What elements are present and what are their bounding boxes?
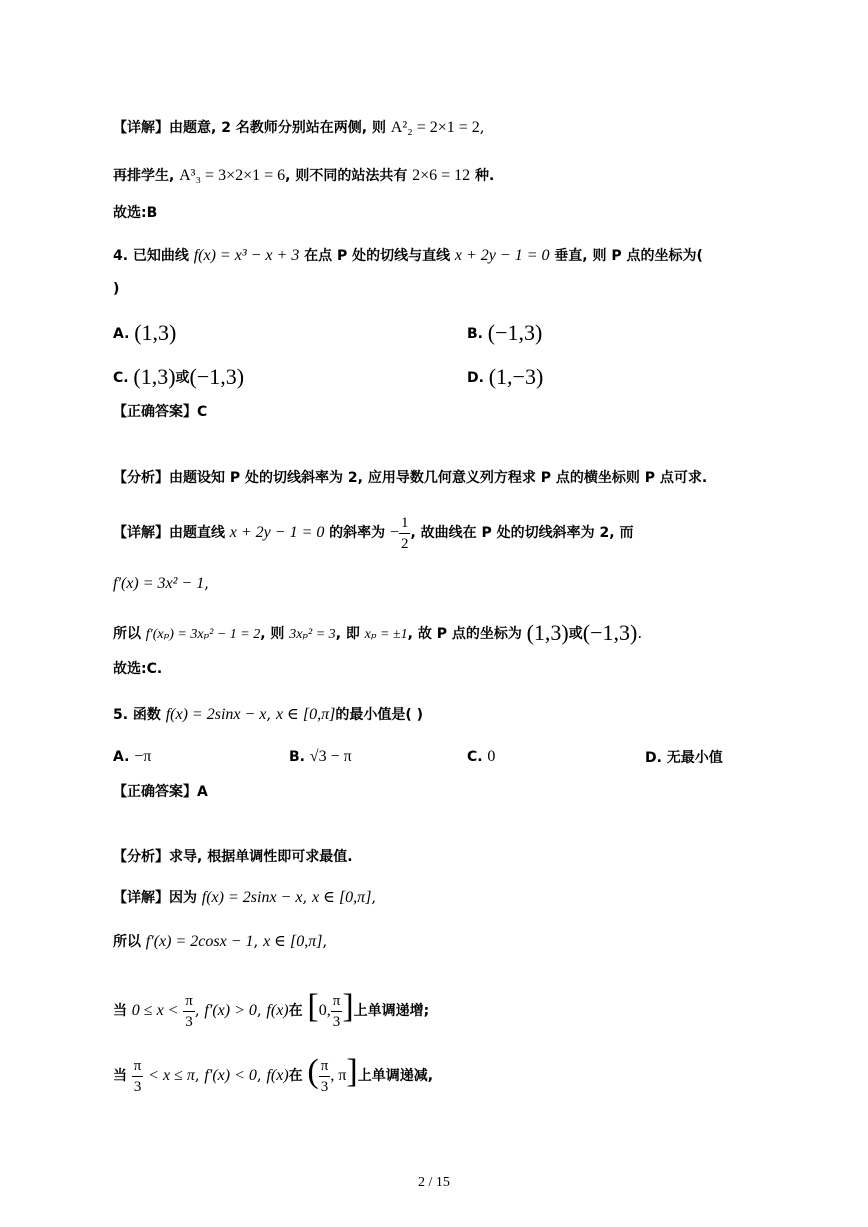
- q3-answer: 故选:B: [113, 205, 158, 221]
- fraction: $\frac{\pi}{3}$: [133, 1057, 142, 1095]
- formula: xₚ = ±1: [364, 627, 408, 642]
- formula: x ∈ [0,π]: [312, 889, 372, 906]
- formula: A²₂ = 2×1 = 2: [390, 119, 480, 136]
- formula: A³₃ = 3×2×1 = 6: [179, 167, 286, 184]
- q4-analysis: 【分析】由题设知 P 处的切线斜率为 2, 应用导数几何意义列方程求 P 点的横坐标则 P 点可求.: [113, 470, 708, 486]
- q5-detail-line1: 【详解】因为 f(x) = 2sinx − x, x ∈ [0,π],: [113, 888, 377, 906]
- fraction: $\frac{1}{2}$: [400, 514, 409, 552]
- fraction: $\frac{\pi}{3}$: [185, 992, 193, 1030]
- q4-option-d: D. (1,−3): [467, 364, 544, 389]
- fraction: $\frac{\pi}{3}$: [320, 1057, 329, 1095]
- formula: f(x) = 2sinx − x: [165, 706, 267, 723]
- q5-stem: 5. 函数 f(x) = 2sinx − x, x ∈ [0,π]的最小值是( ): [113, 705, 424, 723]
- formula: 3xₚ² = 3: [289, 627, 336, 642]
- formula: f′(x) > 0: [204, 1002, 257, 1019]
- formula: f′(x) = 2cosx − 1: [145, 933, 254, 950]
- formula: x + 2y − 1 = 0: [454, 247, 550, 264]
- q4-correct-answer: 【正确答案】C: [113, 404, 208, 420]
- q3-detail-line2: 再排学生, A³₃ = 3×2×1 = 6, 则不同的站法共有 2×6 = 12 种.: [113, 167, 495, 184]
- q4-option-b: B. (−1,3): [467, 320, 543, 345]
- q5-case-decreasing: 当 $\frac{\pi}{3}$ < x ≤ π, f′(x) < 0, f(x)在 ( $\frac{\pi}{3}$ , π]上单调递减,: [113, 1053, 434, 1095]
- q4-detail-line2: f′(x) = 3x² − 1,: [113, 574, 209, 592]
- q5-option-b: B. √3 − π: [289, 748, 352, 765]
- formula: f′(x) < 0: [204, 1067, 257, 1084]
- q5-case-increasing: 当 0 ≤ x < $\frac{\pi}{3}$ , f′(x) > 0, f(x)在 [0, $\frac{\pi}{3}$ ]上单调递增;: [113, 988, 430, 1030]
- q5-correct-answer: 【正确答案】A: [113, 784, 208, 800]
- formula: f(x) = x³ − x + 3: [193, 247, 300, 264]
- formula: f(x) = 2sinx − x: [201, 889, 303, 906]
- q4-detail-line1: 【详解】由题直线 x + 2y − 1 = 0 的斜率为 − $\frac{1}{2}$ , 故曲线在 P 处的切线斜率为 2, 而: [113, 514, 634, 552]
- formula: f(x): [266, 1002, 289, 1019]
- q4-stem-line2: ): [113, 281, 120, 297]
- formula: x + 2y − 1 = 0: [229, 524, 325, 541]
- formula: x ∈ [0,π]: [275, 706, 336, 723]
- q5-analysis: 【分析】求导, 根据单调性即可求最值.: [113, 849, 353, 865]
- q4-option-a: A. (1,3): [113, 320, 177, 345]
- q4-detail-line3: 所以 f′(xₚ) = 3xₚ² − 1 = 2, 则 3xₚ² = 3, 即 xₚ = ±1, 故 P 点的坐标为 (1,3)或(−1,3).: [113, 620, 643, 645]
- q5-detail-line2: 所以 f′(x) = 2cosx − 1, x ∈ [0,π],: [113, 932, 328, 950]
- fraction: $\frac{\pi}{3}$: [332, 992, 341, 1030]
- formula: f(x): [266, 1067, 289, 1084]
- q4-answer: 故选:C.: [113, 661, 163, 677]
- q5-option-c: C. 0: [467, 748, 496, 765]
- page-number: 2 / 15: [418, 1175, 450, 1190]
- detail-label: 【详解】: [113, 120, 169, 136]
- q4-option-c: C. (1,3)或(−1,3): [113, 364, 245, 389]
- formula: x ∈ [0,π]: [263, 933, 323, 950]
- q4-stem: 4. 已知曲线 f(x) = x³ − x + 3 在点 P 处的切线与直线 x + 2y − 1 = 0 垂直, 则 P 点的坐标为(: [113, 247, 703, 264]
- formula: f′(xₚ) = 3xₚ² − 1 = 2: [145, 627, 261, 642]
- formula: f′(x) = 3x² − 1: [113, 575, 205, 592]
- q3-detail-line1: 【详解】由题意, 2 名教师分别站在两侧, 则 A²₂ = 2×1 = 2,: [113, 118, 485, 136]
- q5-option-d: D. 无最小值: [645, 750, 723, 766]
- formula: 2×6 = 12: [412, 167, 471, 184]
- q5-option-a: A. −π: [113, 748, 152, 765]
